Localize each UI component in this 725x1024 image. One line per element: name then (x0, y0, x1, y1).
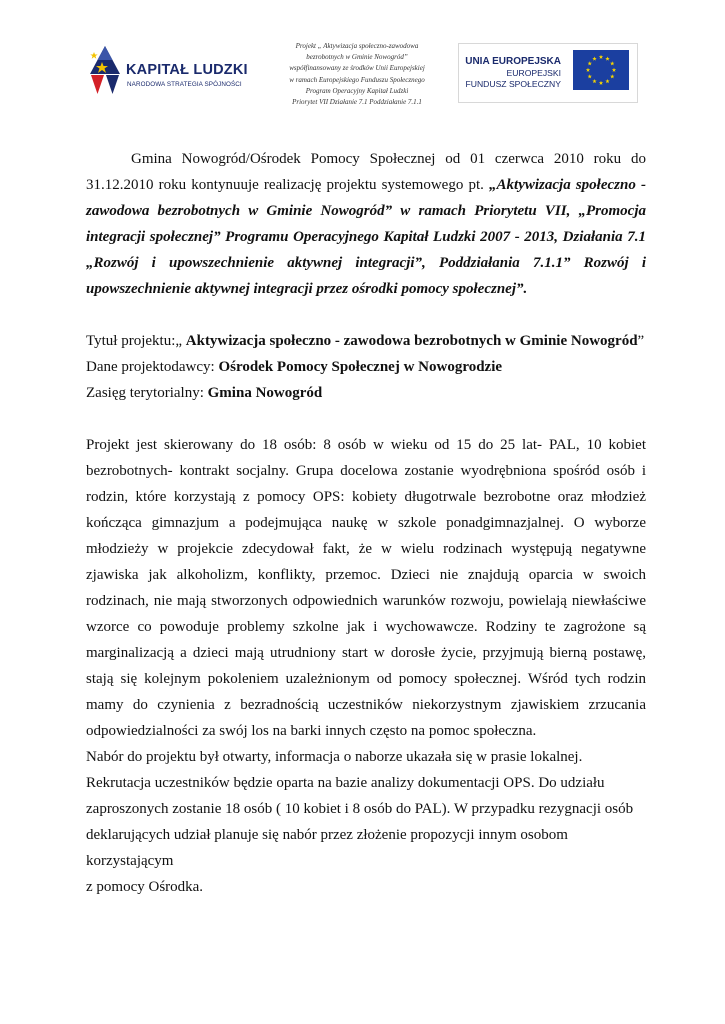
territory-row (86, 380, 646, 406)
target-group-paragraph: Projekt jest skierowany do 18 osób: 8 osób w wieku od 15 do 25 lat- PAL, 10 kobiet bezrobotnych- kontrakt socjalny. Grupa docelowa zostanie wyodrębniona spośród osób i rodzin, które korzystają z pomocy OPS: kobiety długotrwale bezrobotne oraz młodzież kończąca gimnazjum a podejmująca naukę w szkole ponadgimnazjalnej. O wyborze młodzieży w projekcie zdecydował fakt, że w wielu rodzinach występują negatywne zjawiska jak alkoholizm, konflikty, przemoc. Dzieci nie znajdują oparcia w swoich rodzinach, nie mają stworzonych odpowiednich warunków rozwoju, powielają niewłaściwe wzorce co powoduje problemy szkolne jak i wychowawcze. Rodziny te zagrożone są marginalizacją a dzieci mają utrudniony start w dorosłe życie, przyjmują bierną postawę, stają się kolejnym pokoleniem uzależnionym od pomocy społecznej. Wśród tych rodzin mamy do czynienia z bezradnością uczestników niekorzystnym zjawiskiem zrzucania odpowiedzialności za swój los na barki innych często na pomoc społeczna. (86, 437, 646, 739)
eu-logo (458, 43, 638, 103)
applicant-row (86, 354, 646, 380)
project-title-end: ” (637, 333, 645, 349)
spacer (86, 406, 646, 432)
eu-flag-icon (573, 50, 629, 90)
intro-paragraph (86, 146, 646, 302)
project-title-row (86, 328, 646, 354)
project-details (86, 328, 646, 406)
project-title-value: Aktywizacja społeczno - zawodowa bezrobotnych w Gminie Nowogród (185, 333, 638, 349)
intro-text: Gmina Nowogród/Ośrodek Pomocy Społecznej od 01 czerwca 2010 roku do 31.12.2010 roku kontynuuje realizację projektu systemowego pt. (86, 151, 646, 193)
eu-logo-line3: FUNDUSZ SPOŁECZNY (465, 78, 561, 89)
spacer (86, 302, 646, 328)
applicant-label: Dane projektodawcy: (86, 359, 219, 375)
kapital-ludzki-logo (88, 44, 258, 102)
kapital-ludzki-subtitle: NARODOWA STRATEGIA SPÓJNOŚCI (127, 81, 242, 88)
recruitment-line: deklarujących udział planuje się nabór przez złożenie propozycji innym osobom korzystającym (86, 827, 568, 869)
territory-value: Gmina Nowogród (207, 385, 323, 401)
document-body (86, 146, 646, 900)
applicant-value: Ośrodek Pomocy Społecznej w Nowogrodzie (218, 359, 503, 375)
recruitment-open-paragraph: Nabór do projektu był otwarty, informacja o naborze ukazała się w prasie lokalnej. (86, 749, 583, 765)
project-info-line: Priorytet VII Działanie 7.1 Poddziałanie 7.1.1 (292, 98, 422, 107)
project-title-label: Tytuł projektu:„ (86, 333, 186, 349)
project-info-line: współfinansowany ze środków Unii Europejskiej (289, 64, 425, 73)
project-info-line: bezrobotnych w Gminie Nowogród” (306, 53, 408, 62)
project-info-line: Program Operacyjny Kapitał Ludzki (305, 86, 409, 95)
kapital-ludzki-title: KAPITAŁ LUDZKI (126, 62, 248, 78)
intro-project-title: „Aktywizacja społeczno - zawodowa bezrobotnych w Gminie Nowogród” w ramach Priorytetu VII, „Promocja integracji społecznej” Programu Operacyjnego Kapitał Ludzki 2007 - 2013, Działania 7.1 „Rozwój i upowszechnienie aktywnej integracji”, Poddziałania 7.1.1” Rozwój i upowszechnienie aktywnej integracji przez ośrodki pomocy społecznej”. (86, 177, 646, 297)
territory-label: Zasięg terytorialny: (86, 385, 208, 401)
recruitment-line: z pomocy Ośrodka. (86, 879, 204, 895)
eu-logo-line2: EUROPEJSKI (506, 68, 561, 78)
eu-logo-text (465, 56, 561, 90)
recruitment-paragraph (86, 770, 646, 900)
kapital-ludzki-emblem-icon (88, 44, 122, 100)
project-info-line: Projekt „ Aktywizacja społeczno-zawodowa (295, 42, 419, 50)
project-info-line: w ramach Europejskiego Funduszu Społecznego (289, 75, 425, 84)
document-header (0, 0, 725, 120)
recruitment-line: zaproszonych zostanie 18 osób ( 10 kobiet i 8 osób do PAL). W przypadku rezygnacji osób (86, 801, 634, 817)
project-info-box (268, 41, 446, 108)
recruitment-line: Rekrutacja uczestników będzie oparta na bazie analizy dokumentacji OPS. Do udziału (86, 775, 605, 791)
eu-logo-line1: UNIA EUROPEJSKA (465, 56, 561, 67)
